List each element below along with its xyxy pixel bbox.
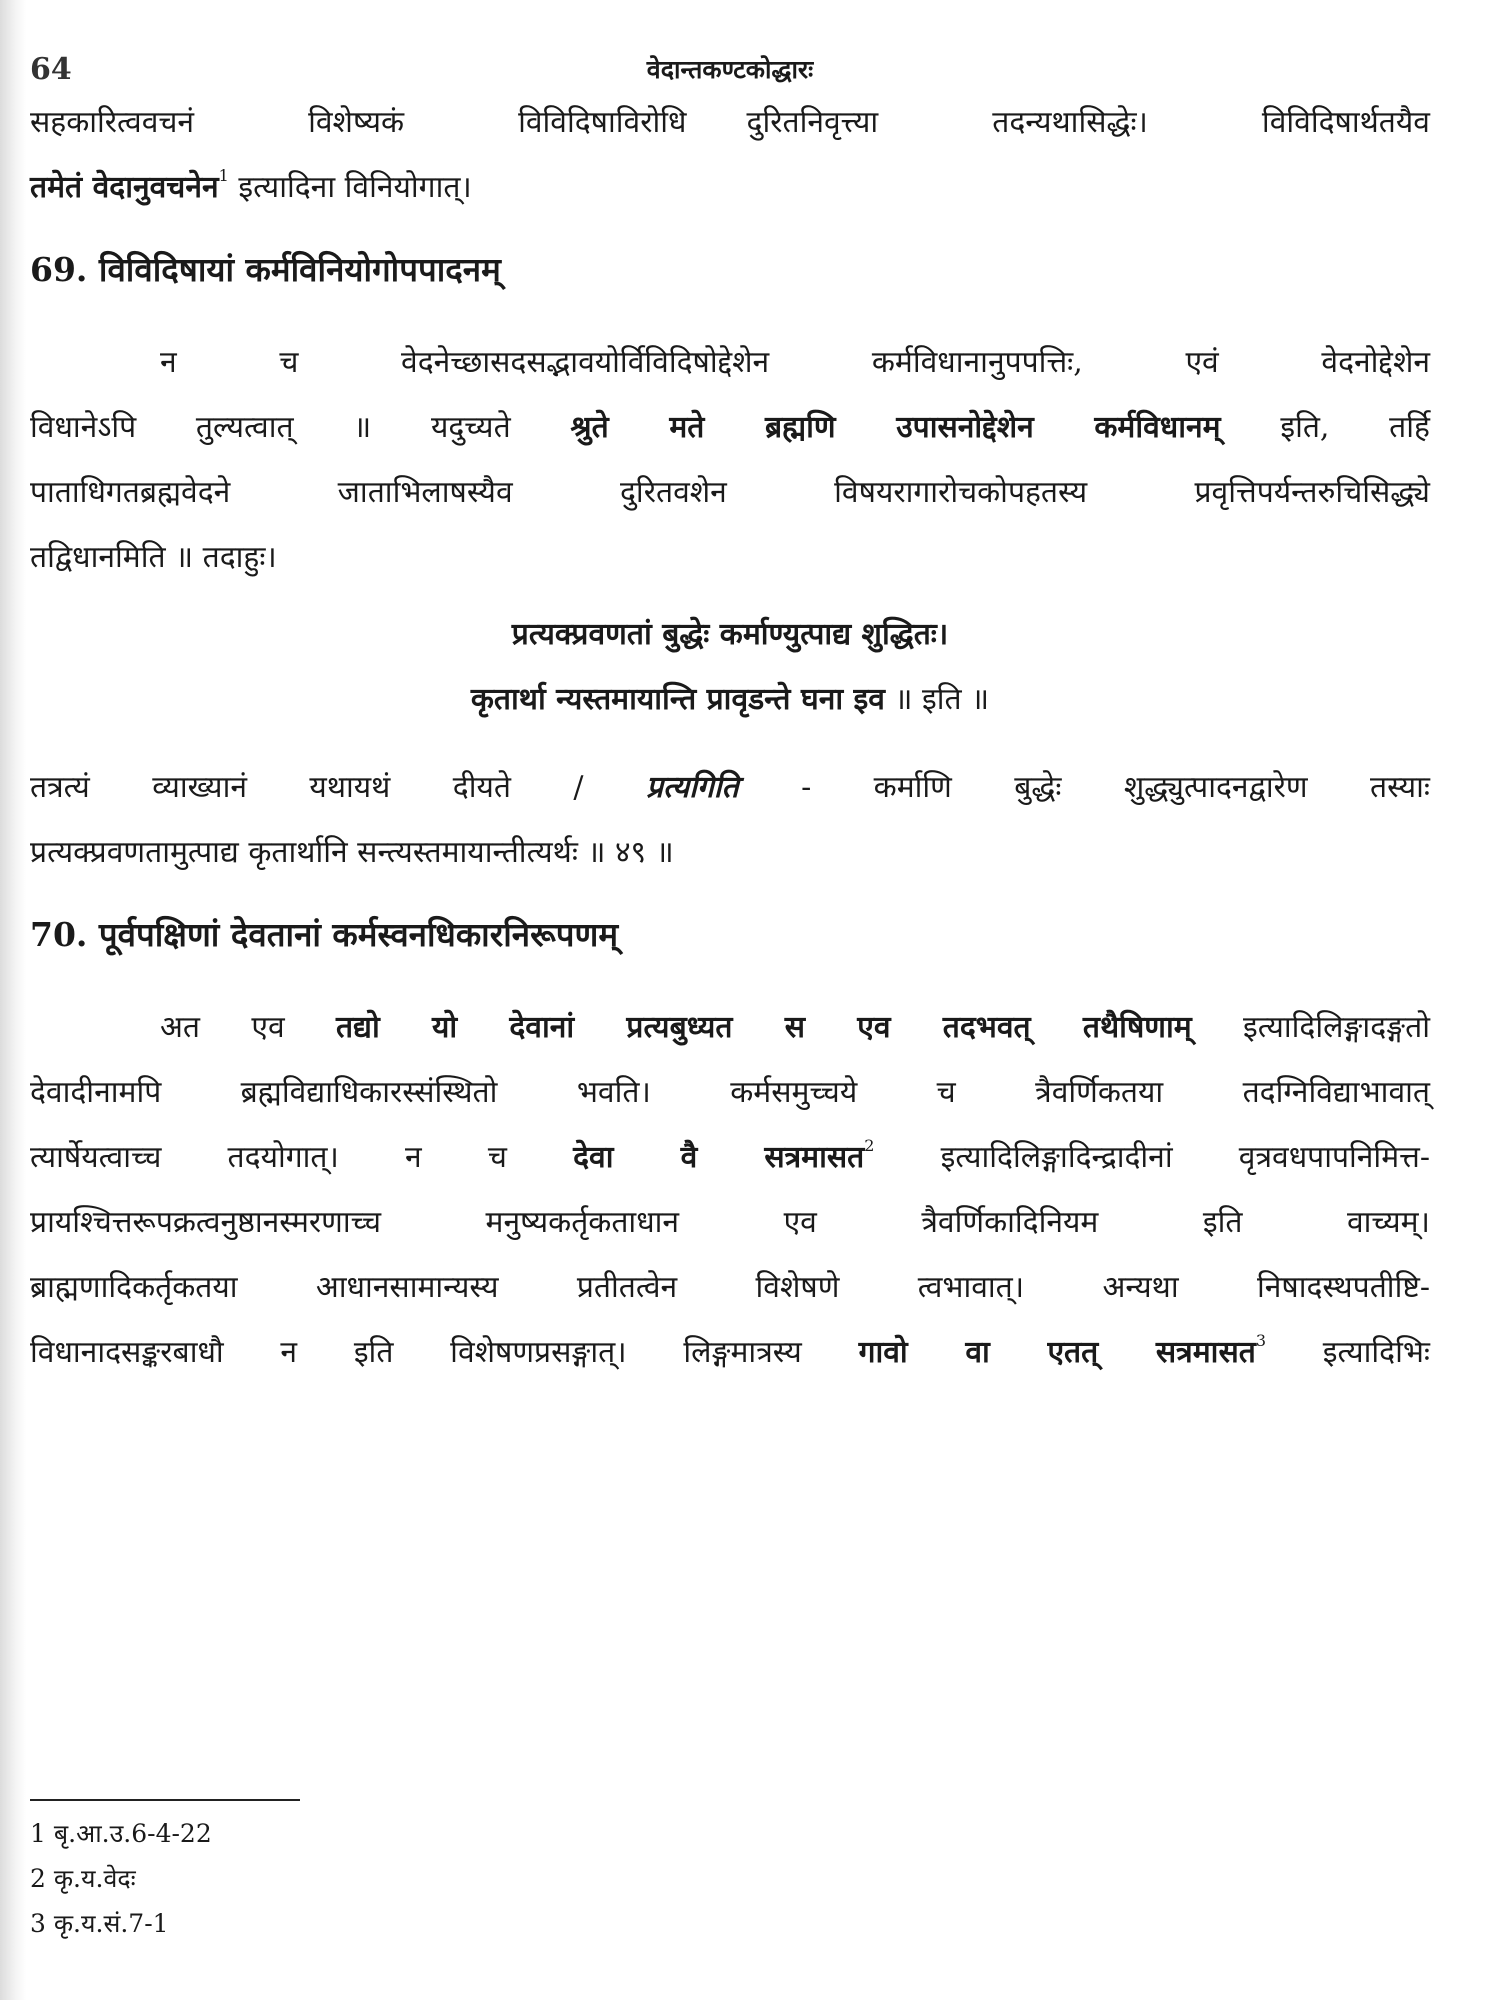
- footnote-text: बृ.आ.उ.6-4-22: [53, 1819, 212, 1848]
- text-span: इत्यादिना विनियोगात्।: [228, 170, 472, 205]
- text-span: त्यार्षेयत्वाच्च तदयोगात्। न च: [30, 1140, 574, 1175]
- paragraph-line: प्रायश्चित्तरूपक्रत्वनुष्ठानस्मरणाच्च मनुष्यकर्तृकताधान एव त्रैवर्णिकादिनियम इति वाच्यम्।: [30, 1205, 1430, 1240]
- paragraph-line: [30, 1138, 1430, 1178]
- footnote-number: 3: [30, 1909, 46, 1938]
- quoted-text: श्रुते मते ब्रह्मणि उपासनोद्देशेन कर्मविधानम्: [570, 410, 1221, 445]
- verse-text: प्रत्यक्प्रवणतां बुद्धेः कर्माण्युत्पाद्य शुद्धितः।: [511, 617, 949, 652]
- paragraph-line: पाताधिगतब्रह्मवेदने जाताभिलाषस्यैव दुरितवशेन विषयरागारोचकोपहतस्य प्रवृत्तिपर्यन्तरुचिसिद्ध्ये: [30, 475, 1430, 510]
- verse-line: [30, 680, 1430, 720]
- quoted-text: तद्यो यो देवानां प्रत्यबुध्यत स एव तदभवत् तथैषिणाम्: [335, 1010, 1192, 1045]
- section-heading-69: 69. विविदिषायां कर्मविनियोगोपपादनम्: [30, 250, 501, 289]
- footnote: [30, 1818, 212, 1850]
- footnote-ref: 1: [218, 166, 229, 185]
- text-span: - कर्माणि बुद्धेः शुद्ध्युत्पादनद्वारेण तस्याः: [738, 770, 1430, 805]
- text-span: सहकारित्ववचनं विशेष्यकं विविदिषाविरोधि: [30, 105, 687, 140]
- paragraph-line: [30, 103, 1430, 143]
- text-span: दुरितनिवृत्त्या तदन्यथासिद्धेः। विविदिषार्थतयैव: [746, 105, 1430, 140]
- text-span: विधानेऽपि तुल्यत्वात् ॥ यदुच्यते: [30, 410, 571, 445]
- text-span: अत एव: [160, 1010, 336, 1045]
- footnote: [30, 1863, 136, 1895]
- quoted-text: गावो वा एतत् सत्रमासत: [858, 1335, 1256, 1370]
- paragraph-line: ब्राह्मणादिकर्तृकतया आधानसामान्यस्य प्रतीतत्वेन विशेषणे त्वभावात्। अन्यथा निषादस्थपतीष्टि-: [30, 1270, 1430, 1305]
- page-number: 64: [30, 52, 72, 87]
- footnote: [30, 1908, 169, 1940]
- page-header: [30, 52, 1430, 92]
- paragraph-line: न च वेदनेच्छासदसद्भावयोर्विविदिषोद्देशेन कर्मविधानानुपपत्तिः, एवं वेदनोद्देशेन: [160, 345, 1430, 380]
- footnote-text: कृ.य.वेदः: [53, 1864, 136, 1893]
- footnote-text: कृ.य.सं.7-1: [53, 1909, 169, 1938]
- commentary-lemma: प्रत्यगिति: [645, 770, 739, 805]
- verse-text: कृतार्था न्यस्तमायान्ति प्रावृडन्ते घना इव: [470, 682, 885, 717]
- running-title: वेदान्तकण्टकोद्धारः: [646, 55, 814, 84]
- paragraph-line: [30, 1008, 1430, 1048]
- paragraph-line: तद्विधानमिति ॥ तदाहुः।: [30, 540, 277, 575]
- footnote-number: 1: [30, 1819, 46, 1848]
- text-span: इत्यादिभिः: [1266, 1335, 1430, 1370]
- text-span: इत्यादिलिङ्गादिन्द्रादीनां वृत्रवधपापनिमित्त-: [874, 1140, 1430, 1175]
- text-span: ॥ इति ॥: [884, 682, 990, 717]
- paragraph-line: [30, 168, 1430, 208]
- paragraph-line: [30, 408, 1430, 448]
- quoted-text: तमेतं वेदानुवचनेन: [30, 170, 219, 205]
- section-heading-70: 70. पूर्वपक्षिणां देवतानां कर्मस्वनधिकारनिरूपणम्: [30, 915, 619, 954]
- page-edge-shadow: [0, 0, 26, 2000]
- paragraph-line: देवादीनामपि ब्रह्मविद्याधिकारस्संस्थितो भवति। कर्मसमुच्चये च त्रैवर्णिकतया तदग्निविद्याभावात्: [30, 1075, 1430, 1110]
- paragraph-line: [30, 1333, 1430, 1373]
- footnote-number: 2: [30, 1864, 46, 1893]
- text-span: इति, तर्हि: [1220, 410, 1430, 445]
- text-span: विधानादसङ्करबाधौ न इति विशेषणप्रसङ्गात्। लिङ्गमात्रस्य: [30, 1335, 859, 1370]
- footnote-ref: 2: [864, 1136, 875, 1155]
- footnote-divider: [30, 1799, 300, 1801]
- text-span: तत्रत्यं व्याख्यानं यथायथं दीयते /: [30, 770, 646, 805]
- verse-line: [30, 615, 1430, 655]
- text-span: इत्यादिलिङ्गादङ्गतो: [1191, 1010, 1430, 1045]
- paragraph-line: [30, 768, 1430, 808]
- footnote-ref: 3: [1255, 1331, 1267, 1350]
- paragraph-line: प्रत्यक्प्रवणतामुत्पाद्य कृतार्थानि सन्त्यस्तमायान्तीत्यर्थः ॥ ४९ ॥: [30, 835, 674, 870]
- quoted-text: देवा वै सत्रमासत: [573, 1140, 865, 1175]
